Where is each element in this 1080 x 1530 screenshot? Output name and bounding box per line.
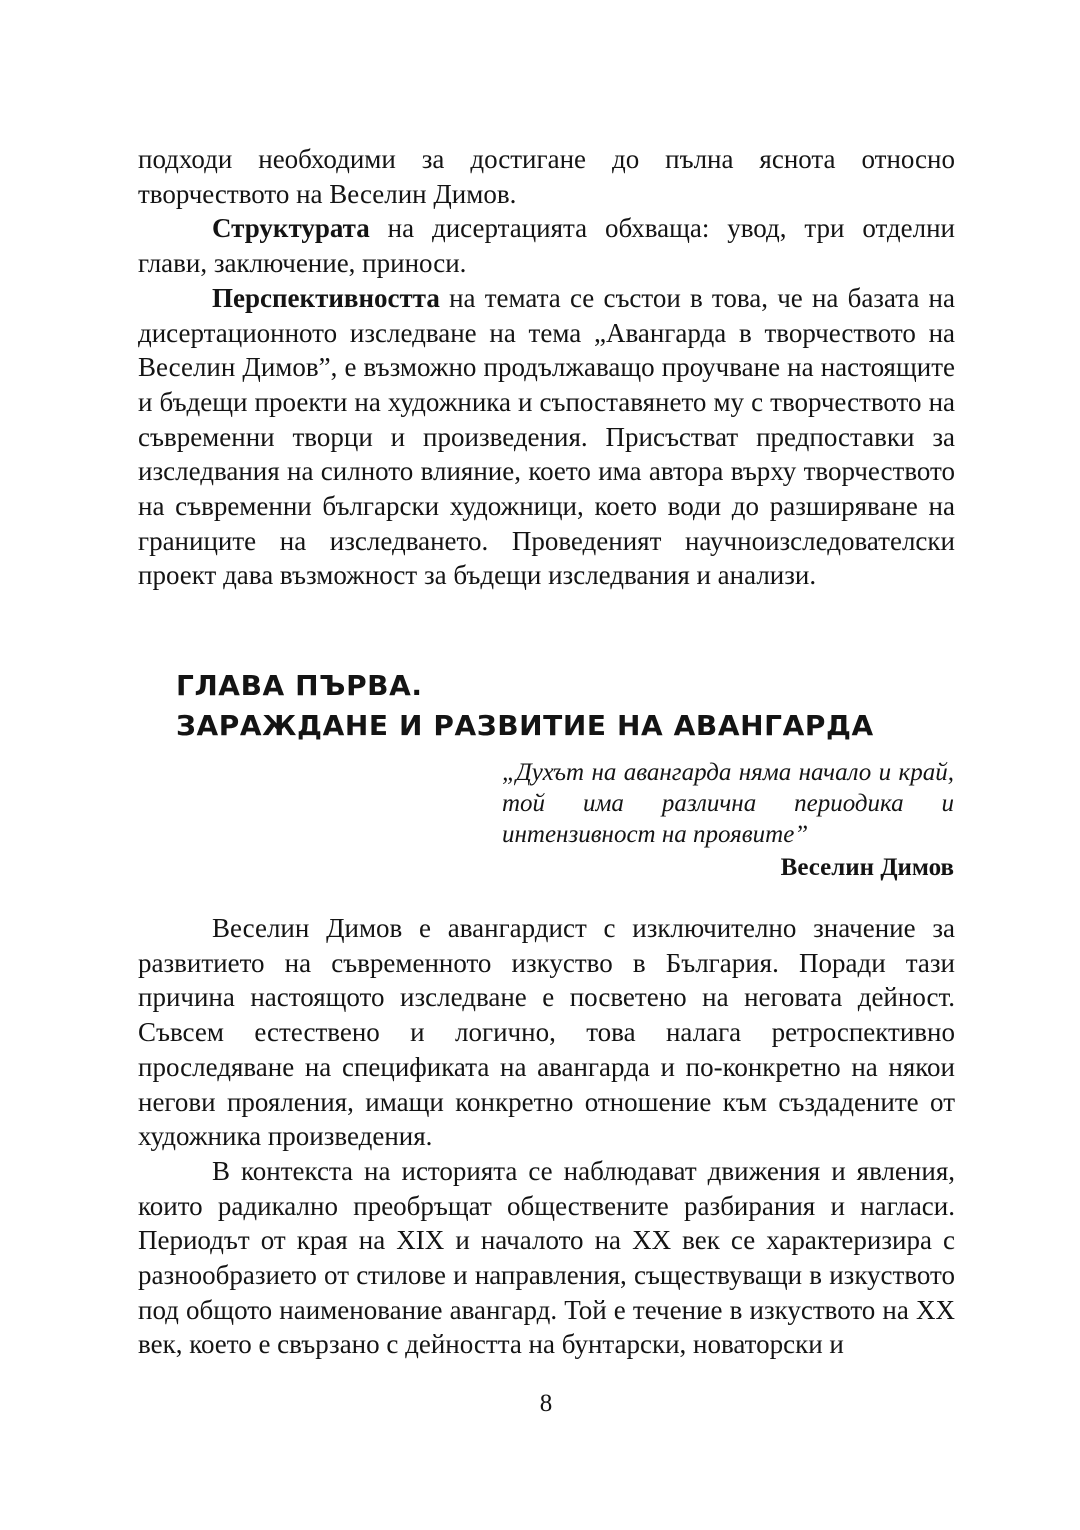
epigraph-quote: „Духът на авангарда няма начало и край, той има различна периодика и интензивност на проявите” <box>502 759 954 848</box>
chapter-number: ГЛАВА ПЪРВА. <box>176 669 423 702</box>
page-number: 8 <box>539 1390 553 1417</box>
epigraph <box>502 757 954 884</box>
intro-paragraph-continued: подходи необходими за достигане до пълна яснота относно творчеството на Веселин Димов. <box>138 144 955 209</box>
body-paragraph: Веселин Димов е авангардист с изключително значение за развитието на съвременното изкуство в България. Поради тази причина настоящото изследване е посветено на неговата дейност. Съвсем естествено и логично, това налага ретроспективно проследяване на спецификата на авангарда и по-конкретно на някои негови прояления, имащи конкретно отношение към създадените от художника произведения. <box>138 913 955 1152</box>
structure-paragraph <box>138 211 955 280</box>
epigraph-author: Веселин Димов <box>780 854 954 881</box>
structure-term: Структурата <box>212 213 370 244</box>
chapter-body <box>138 911 955 1362</box>
perspective-text: на темата се състои в това, че на базата на дисертационното изследване на тема „Авангарда в творчеството на Веселин Димов”, е възможно продължаващо проучване на настоящите и бъдещи проекти на художника и съпоставянето му с творчеството на съвременни творци и произведения. Присъстват предпоставки за изследвания на силното влияние, което има автора върху творчеството на съвременни български художници, което води до разширяване на границите на изследването. Проведеният научноизследователски проект дава възможност за бъдещи изследвания и анализи. <box>138 282 955 591</box>
intro-section <box>138 142 955 593</box>
structure-text: на дисертацията обхваща: увод, три отделни глави, заключение, приноси. <box>138 213 955 279</box>
body-paragraph: В контекста на историята се наблюдават движения и явления, които радикално преобръщат обществените разбирания и нагласи. Периодът от края на XIX и началото на XX век се характеризира с разнообразието от стилове и направления, съществуващи в изкуството под общото наименование авангард. Той е течение в изкуството на XX век, което е свързано с дейността на бунтарски, новаторски и <box>138 1155 955 1360</box>
perspective-paragraph <box>138 281 955 593</box>
chapter-title: ЗАРАЖДАНЕ И РАЗВИТИЕ НА АВАНГАРДА <box>176 709 874 742</box>
perspective-term: Перспективността <box>212 282 440 313</box>
chapter-heading <box>176 666 936 746</box>
